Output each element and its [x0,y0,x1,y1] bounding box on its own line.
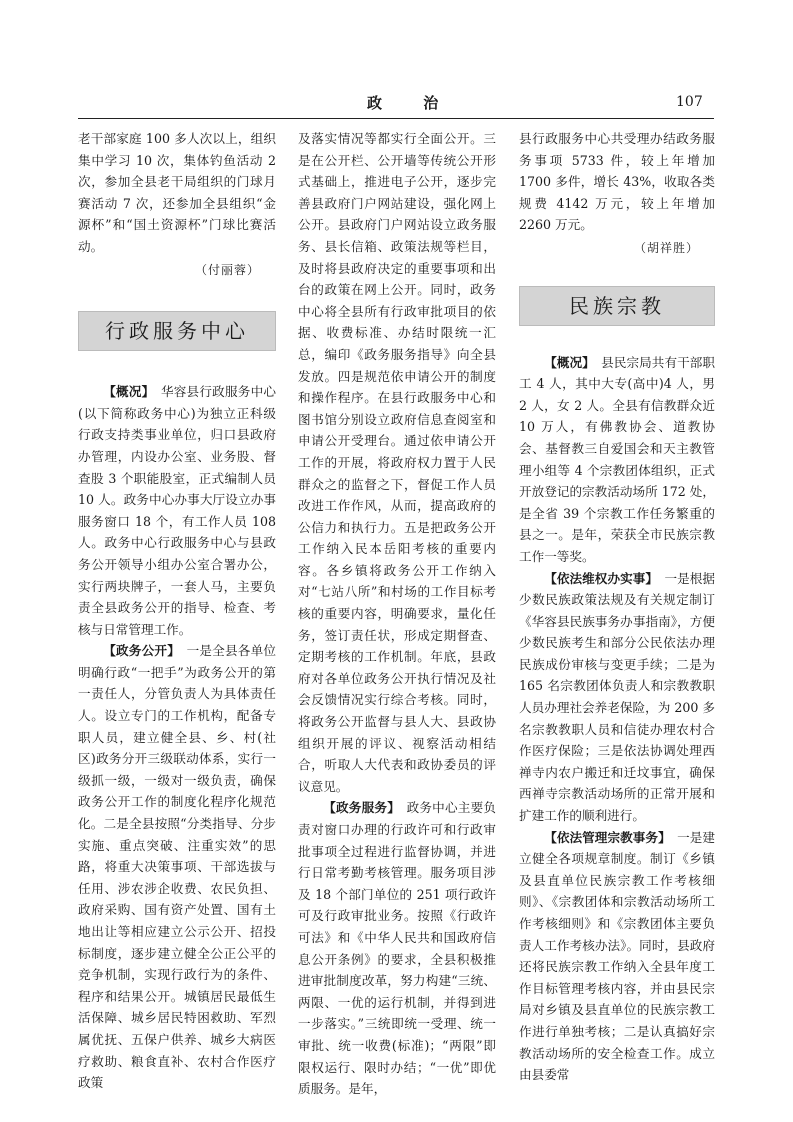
paragraph-heading: 【政务服务】 [323,800,394,816]
paragraph-heading: 【政务公开】 [103,643,174,659]
paragraph [78,381,276,640]
author-credit: （胡祥胜） [633,240,699,255]
paragraph-text: 政务中心主要负责对窗口办理的行政许可和行政审批事项全过程进行监督协调，并进行日常考勤考核管理。服务项目涉及 18 个部门单位的 251 项行政许可及行政审批业务。按照《行政许可法》和《中华人民共和国政府信息公开条例》的要求，全县积极推进审批制度改革，努力构建“三统、两限、一优的运行机制，并得到进一步落实。”三统即统一受理、统一审批、统一收费(标准)；“两限”即限权运行、限时办结；“一优”即优质服务。是年， [298,800,497,1097]
paragraph [78,640,276,1093]
paragraph-text: 华容县行政服务中心(以下简称政务中心)为独立正科级行政支持类事业单位，归口县政府办管理，内设办公室、业务股、督查股 3 个职能股室，正式编制人员 10 人。政务中心办事大厅设立办事服务窗口 18 个，有工作人员 108 人。政务中心行政服务中心与县政务公开领导小组办公室合署办公，实行两块牌子，一套人马，主要负责全县政务公开的指导、检查、考核与日常管理工作。 [78,384,277,637]
paragraph: 老干部家庭 100 多人次以上，组织集中学习 10 次，集体钓鱼活动 2 次，参加全县老干局组织的门球月赛活动 7 次，还参加全县组织“金源杯”和“国土资源杯”门球比赛活动。 [78,131,276,254]
section-title-ethnic-religion: 民族宗教 [519,286,715,326]
column-2 [298,128,496,1100]
paragraph [519,568,715,827]
paragraph-heading: 【概况】 [103,384,149,400]
section-title-admin-service: 行政服务中心 [78,311,276,351]
paragraph: 县行政服务中心共受理办结政务服务事项 5733 件，较上年增加 1700 多件，增长 43%，收取各类规费 4142 万元，较上年增加 2260 万元。 [519,131,715,233]
paragraph-heading: 【依法管理宗教事务】 [544,829,665,845]
paragraph-text: 一是建立健全各项规章制度。制订《乡镇及县直单位民族宗教工作考核细则》、《宗教团体和宗教活动场所工作考核细则》和《宗教团体主要负责人工作考核办法》。同时，县政府还将民族宗教工作纳入全县年度工作目标管理考核内容，并由县民宗局对乡镇及县直单位的民族宗教工作进行单独考核；二是认真搞好宗教活动场所的安全检查工作。成立由县委常 [519,829,716,1083]
paragraph-text: 县民宗局共有干部职工 4 人，其中大专(高中)4 人，男 2 人，女 2 人。全县有信教群众近 10 万人，有佛教协会、道教协会、基督教三自爱国会和天主教管理小组等 4 个宗教团体组织，正式开放登记的宗教活动场所 172 处，是全省 39 个宗教工作任务繁重的县之一。是年，荣获全市民族宗教工作一等奖。 [519,354,716,564]
column-1 [78,128,276,1094]
page-number: 107 [676,94,703,110]
paragraph-text: 一是全县各单位明确行政“一把手”为政务公开的第一责任人，分管负责人为具体责任人。设立专门的工作机构，配备专职人员，建立健全县、乡、村(社区)政务分开三级联动体系，实行一级抓一级，一级对一级负责，确保政务公开工作的制度化程序化规范化。二是全县按照“分类指导、分步实施、重点突破、注重实效”的思路，将重大决策事项、干部选拔与任用、涉农涉企收费、农民负担、政府采购、国有资产处置、国有土地出让等相应建立公示公开、招投标制度，逐步建立健全公正公平的竞争机制，实现行政行为的条件、程序和结果公开。城镇居民最低生活保障、城乡居民特困救助、军烈属优抚、五保户供养、城乡大病医疗救助、粮食直补、农村合作医疗政策 [78,643,277,1091]
header-title: 政 治 [367,94,457,112]
paragraph [519,827,715,1086]
header-rule [78,118,714,119]
paragraph-heading: 【概况】 [544,354,589,370]
paragraph [298,797,496,1099]
column-3 [519,128,715,1086]
paragraph: 及落实情况等都实行全面公开。三是在公开栏、公开墙等传统公开形式基础上，推进电子公开，逐步完善县政府门户网站建设，强化网上公开。县政府门户网站设立政务服务、县长信箱、政策法规等栏目，及时将县政府决定的重要事项和出台的政策在网上公开。同时，政务中心将全县所有行政审批项目的依据、收费标准、办结时限统一汇总，编印《政务服务指导》向全县发放。四是规范依申请公开的制度和操作程序。在县行政服务中心和图书馆分别设立政府信息查阅室和申请公开受理台。通过依申请公开工作的开展，将政府权力置于人民群众之的监督之下，督促工作人员改进工作作风，从而，提高政府的公信力和执行力。五是把政务公开工作纳入民本岳阳考核的重要内容。各乡镇将政务公开工作纳入对“七站八所”和村场的工作目标考核的重要内容，明确要求，量化任务，签订责任状，形成定期督查、定期考核的工作机制。年底，县政府对各单位政务公开执行情况及社会反馈情况实行综合考核。同时，将政务公开监督与县人大、县政协组织开展的评议、视察活动相结合，听取人大代表和政协委员的评议意见。 [298,131,496,794]
paragraph [519,352,715,568]
paragraph-heading: 【依法维权办实事】 [544,570,652,586]
author-credit: （付丽蓉） [194,262,260,277]
paragraph-text: 一是根据少数民族政策法规及有关规定制订《华容县民族事务办事指南》，方便少数民族考生和部分公民依法办理民族成份审核与变更手续；二是为 165 名宗教团体负责人和宗教教职人员办理社会养老保险，为 200 多名宗教教职人员和信徒办理农村合作医疗保险；三是依法协调处理西禅寺内农户搬迁和迁坟事宜，确保西禅寺宗教活动场所的正常开展和扩建工作的顺利进行。 [519,570,716,824]
